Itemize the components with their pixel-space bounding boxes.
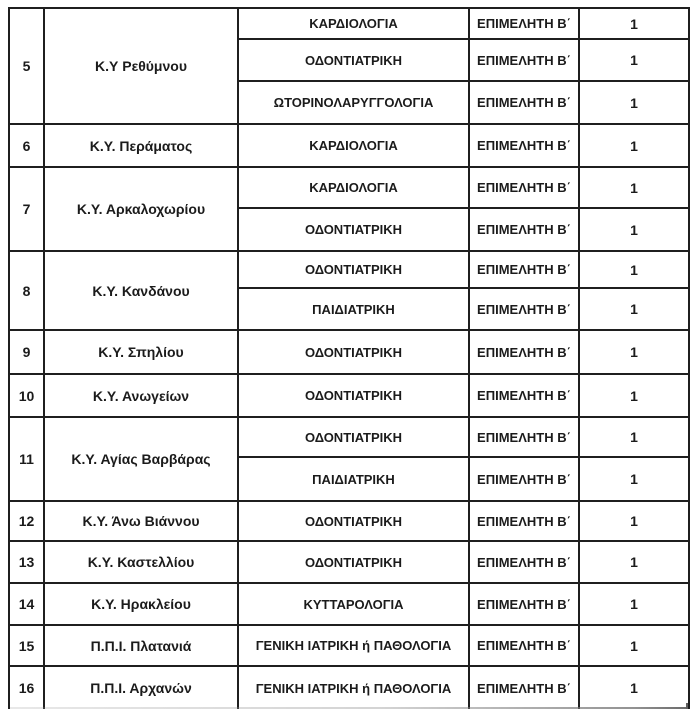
- table-row: [9, 251, 689, 288]
- specialty-cell: ΚΑΡΔΙΟΛΟΓΙΑ: [238, 124, 469, 167]
- grade-cell: ΕΠΙΜΕΛΗΤΗ Β΄: [469, 208, 579, 251]
- table-row: [9, 167, 689, 208]
- specialty-cell: ΟΔΟΝΤΙΑΤΡΙΚΗ: [238, 417, 469, 457]
- grade-cell: ΕΠΙΜΕΛΗΤΗ Β΄: [469, 8, 579, 39]
- grade-cell: ΕΠΙΜΕΛΗΤΗ Β΄: [469, 417, 579, 457]
- positions-count-cell: 1: [579, 583, 689, 625]
- row-number-cell: 12: [9, 501, 44, 541]
- health-center-cell: Κ.Υ. Άνω Βιάννου: [44, 501, 238, 541]
- specialty-cell: ΓΕΝΙΚΗ ΙΑΤΡΙΚΗ ή ΠΑΘΟΛΟΓΙΑ: [238, 625, 469, 666]
- specialty-cell: ΠΑΙΔΙΑΤΡΙΚΗ: [238, 457, 469, 501]
- health-center-cell: Κ.Υ. Περάματος: [44, 124, 238, 167]
- row-number-cell: 11: [9, 417, 44, 501]
- page-bottom-edge-line: [10, 707, 688, 709]
- table-row: [9, 124, 689, 167]
- positions-count-cell: 1: [579, 288, 689, 330]
- row-number-cell: 10: [9, 374, 44, 417]
- grade-cell: ΕΠΙΜΕΛΗΤΗ Β΄: [469, 81, 579, 124]
- grade-cell: ΕΠΙΜΕΛΗΤΗ Β΄: [469, 330, 579, 374]
- grade-cell: ΕΠΙΜΕΛΗΤΗ Β΄: [469, 167, 579, 208]
- positions-count-cell: 1: [579, 81, 689, 124]
- positions-count-cell: 1: [579, 625, 689, 666]
- specialty-cell: ΟΔΟΝΤΙΑΤΡΙΚΗ: [238, 208, 469, 251]
- grade-cell: ΕΠΙΜΕΛΗΤΗ Β΄: [469, 501, 579, 541]
- vacancy-positions-table: [8, 7, 690, 709]
- row-number-cell: 14: [9, 583, 44, 625]
- positions-count-cell: 1: [579, 167, 689, 208]
- specialty-cell: ΟΔΟΝΤΙΑΤΡΙΚΗ: [238, 374, 469, 417]
- specialty-cell: ΚΑΡΔΙΟΛΟΓΙΑ: [238, 8, 469, 39]
- specialty-cell: ΚΥΤΤΑΡΟΛΟΓΙΑ: [238, 583, 469, 625]
- grade-cell: ΕΠΙΜΕΛΗΤΗ Β΄: [469, 457, 579, 501]
- positions-count-cell: 1: [579, 457, 689, 501]
- table-row: [9, 541, 689, 583]
- positions-count-cell: 1: [579, 208, 689, 251]
- grade-cell: ΕΠΙΜΕΛΗΤΗ Β΄: [469, 625, 579, 666]
- health-center-cell: Π.Π.Ι. Αρχανών: [44, 666, 238, 709]
- positions-count-cell: 1: [579, 251, 689, 288]
- positions-count-cell: 1: [579, 39, 689, 81]
- grade-cell: ΕΠΙΜΕΛΗΤΗ Β΄: [469, 541, 579, 583]
- health-center-cell: Κ.Υ. Αγίας Βαρβάρας: [44, 417, 238, 501]
- table-row: [9, 583, 689, 625]
- positions-count-cell: 1: [579, 124, 689, 167]
- specialty-cell: ΟΔΟΝΤΙΑΤΡΙΚΗ: [238, 501, 469, 541]
- specialty-cell: ΟΔΟΝΤΙΑΤΡΙΚΗ: [238, 39, 469, 81]
- grade-cell: ΕΠΙΜΕΛΗΤΗ Β΄: [469, 251, 579, 288]
- grade-cell: ΕΠΙΜΕΛΗΤΗ Β΄: [469, 288, 579, 330]
- health-center-cell: Κ.Υ. Κανδάνου: [44, 251, 238, 330]
- table-row: [9, 501, 689, 541]
- row-number-cell: 6: [9, 124, 44, 167]
- health-center-cell: Κ.Υ Ρεθύμνου: [44, 8, 238, 124]
- table-row: [9, 666, 689, 709]
- grade-cell: ΕΠΙΜΕΛΗΤΗ Β΄: [469, 583, 579, 625]
- grade-cell: ΕΠΙΜΕΛΗΤΗ Β΄: [469, 39, 579, 81]
- grade-cell: ΕΠΙΜΕΛΗΤΗ Β΄: [469, 374, 579, 417]
- health-center-cell: Κ.Υ. Καστελλίου: [44, 541, 238, 583]
- positions-count-cell: 1: [579, 8, 689, 39]
- table-row: [9, 417, 689, 457]
- row-number-cell: 16: [9, 666, 44, 709]
- row-number-cell: 8: [9, 251, 44, 330]
- health-center-cell: Κ.Υ. Αρκαλοχωρίου: [44, 167, 238, 251]
- positions-count-cell: 1: [579, 374, 689, 417]
- health-center-cell: Κ.Υ. Ανωγείων: [44, 374, 238, 417]
- row-number-cell: 13: [9, 541, 44, 583]
- table-row: [9, 374, 689, 417]
- grade-cell: ΕΠΙΜΕΛΗΤΗ Β΄: [469, 666, 579, 709]
- health-center-cell: Κ.Υ. Σπηλίου: [44, 330, 238, 374]
- health-center-cell: Π.Π.Ι. Πλατανιά: [44, 625, 238, 666]
- specialty-cell: ΚΑΡΔΙΟΛΟΓΙΑ: [238, 167, 469, 208]
- specialty-cell: ΟΔΟΝΤΙΑΤΡΙΚΗ: [238, 330, 469, 374]
- positions-count-cell: 1: [579, 501, 689, 541]
- specialty-cell: ΟΔΟΝΤΙΑΤΡΙΚΗ: [238, 541, 469, 583]
- row-number-cell: 7: [9, 167, 44, 251]
- positions-count-cell: 1: [579, 417, 689, 457]
- specialty-cell: ΩΤΟΡΙΝΟΛΑΡΥΓΓΟΛΟΓΙΑ: [238, 81, 469, 124]
- table-right-border-stub: [686, 703, 688, 709]
- specialty-cell: ΠΑΙΔΙΑΤΡΙΚΗ: [238, 288, 469, 330]
- positions-count-cell: 1: [579, 666, 689, 709]
- grade-cell: ΕΠΙΜΕΛΗΤΗ Β΄: [469, 124, 579, 167]
- row-number-cell: 9: [9, 330, 44, 374]
- table-row: [9, 330, 689, 374]
- health-center-cell: Κ.Υ. Ηρακλείου: [44, 583, 238, 625]
- positions-count-cell: 1: [579, 330, 689, 374]
- table-row: [9, 8, 689, 39]
- specialty-cell: ΟΔΟΝΤΙΑΤΡΙΚΗ: [238, 251, 469, 288]
- specialty-cell: ΓΕΝΙΚΗ ΙΑΤΡΙΚΗ ή ΠΑΘΟΛΟΓΙΑ: [238, 666, 469, 709]
- row-number-cell: 5: [9, 8, 44, 124]
- row-number-cell: 15: [9, 625, 44, 666]
- positions-count-cell: 1: [579, 541, 689, 583]
- table-row: [9, 625, 689, 666]
